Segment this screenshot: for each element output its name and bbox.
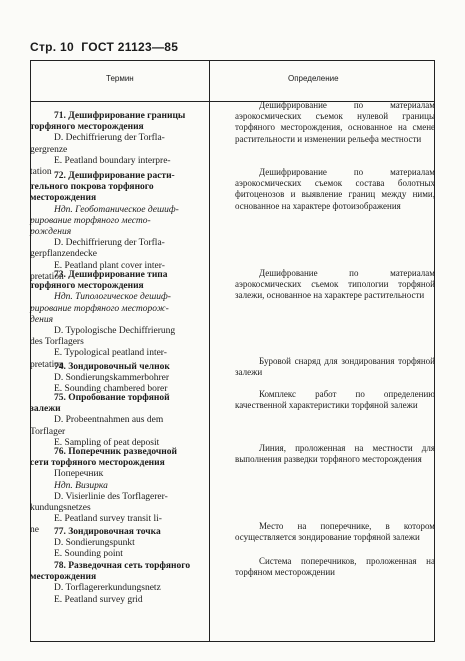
page-header	[30, 40, 178, 54]
term-line: E. Sampling of peat deposit	[54, 437, 160, 448]
term-line: рирование торфяного место-	[30, 215, 151, 226]
definition-text: Комплекс работ по определению качественной характеристики торфяной залежи	[235, 389, 435, 411]
table-top-border	[30, 60, 435, 61]
term-entry	[30, 111, 202, 178]
term-line: tation	[30, 167, 52, 178]
term-title: 78. Разведочная сеть торфяного	[54, 561, 191, 571]
term-line: gergrenze	[30, 144, 68, 155]
column-divider	[209, 60, 210, 642]
term-line: pretation	[30, 271, 64, 282]
term-line: рирование торфяного месторож-	[30, 303, 169, 314]
term-title: 74. Зондировочный челнок	[54, 362, 170, 372]
definition-text: Система поперечников, проложенная на торфяном месторождении	[235, 556, 435, 578]
term-title-continued: тельного покрова торфяного месторождения	[30, 182, 154, 204]
term-entry	[30, 393, 202, 449]
definition-text: Место на поперечнике, в котором осуществляется зондирование торфяной залежи	[235, 521, 435, 543]
term-line: D. Probeentnahmen aus dem	[54, 415, 164, 426]
term-line: ne	[30, 525, 39, 536]
term-line: E. Sounding point	[54, 549, 123, 560]
term-line: Ндп. Геоботаническое дешиф-	[54, 204, 179, 215]
term-line: D. Torflagererkundungsnetz	[54, 583, 161, 594]
term-line: D. Dechiffrierung der Torfla-	[54, 133, 165, 144]
term-line: D. Sondierungspunkt	[54, 538, 135, 549]
table-bottom-border	[30, 641, 435, 642]
term-title-continued: месторождения	[30, 572, 97, 583]
term-line: дения	[30, 314, 54, 325]
term-title-continued: сети торфяного месторождения	[30, 458, 165, 469]
term-title-continued: торфяного месторождения	[30, 122, 144, 133]
term-line: D. Sondierungskammerbohrer	[54, 373, 170, 384]
definition-text: Дешифрирование по материалам аэрокосмических съемок нулевой границы торфяного месторождения, основанное на смене растительности и изменении рельефа местности	[235, 100, 435, 144]
term-title: 71. Дешифрирование границы	[54, 111, 186, 121]
term-title-continued: торфяного месторождения	[30, 281, 144, 292]
term-line: E. Peatland boundary interpre-	[54, 155, 171, 166]
term-entry	[30, 447, 202, 537]
term-entry	[30, 171, 202, 283]
term-line: D. Dechiffrierung der Torfla-	[54, 238, 165, 249]
term-line: kundungsnetzes	[30, 503, 91, 514]
term-title: 72. Дешифрирование расти-	[54, 171, 175, 181]
term-title: 75. Опробование торфяной	[54, 393, 170, 403]
column-header-term: Термин	[106, 74, 134, 83]
term-line: D. Typologische Dechiffrierung	[54, 326, 176, 337]
term-line: E. Typological peatland inter-	[54, 348, 167, 359]
term-title: 73. Дешифрирование типа	[54, 270, 168, 280]
term-entry	[30, 270, 202, 371]
term-line: E. Peatland survey grid	[54, 594, 143, 605]
term-entry	[30, 561, 202, 606]
term-entry	[30, 359, 202, 396]
term-line: E. Peatland plant cover inter-	[54, 260, 165, 271]
term-line: Torflager	[30, 426, 66, 437]
term-line: E. Sounding chambered borer	[54, 384, 168, 395]
definition-text: Дешифрование по материалам аэрокосмических съемок типологии торфяной залежи, основанное на характере растительности	[235, 268, 435, 301]
term-line: Ндп. Визирка	[54, 480, 108, 491]
term-line: des Torflagers	[30, 337, 84, 348]
term-line: Ндп. Типологическое дешиф-	[54, 292, 171, 303]
term-line: Поперечник	[54, 469, 104, 480]
page-number: Стр. 10	[30, 40, 74, 54]
terms-table	[30, 60, 435, 642]
definition-text: Буровой снаряд для зондирования торфяной залежи	[235, 356, 435, 378]
term-title: 77. Зондировочная точка	[54, 527, 161, 537]
term-title-continued: залежи	[30, 404, 61, 415]
document-code: ГОСТ 21123—85	[81, 40, 179, 54]
column-header-definition: Определение	[288, 74, 339, 83]
term-line: рождения	[30, 227, 72, 238]
definition-text: Линия, проложенная на местности для выполнения разведки торфяного месторождения	[235, 443, 435, 465]
term-line: E. Peatland survey transit li-	[54, 514, 162, 525]
table-right-border	[434, 60, 435, 642]
term-line: D. Visierlinie des Torflagerer-	[54, 491, 168, 502]
term-line: pretation	[30, 359, 64, 370]
term-title: 76. Поперечник разведочной	[54, 447, 177, 457]
term-line: gerpflanzendecke	[30, 249, 97, 260]
definition-text: Дешифрирование по материалам аэрокосмических съемок состава болотных фитоценозов и выявление границ между ними, основанное на характере фотоизображения	[235, 167, 435, 211]
term-entry	[30, 527, 202, 561]
